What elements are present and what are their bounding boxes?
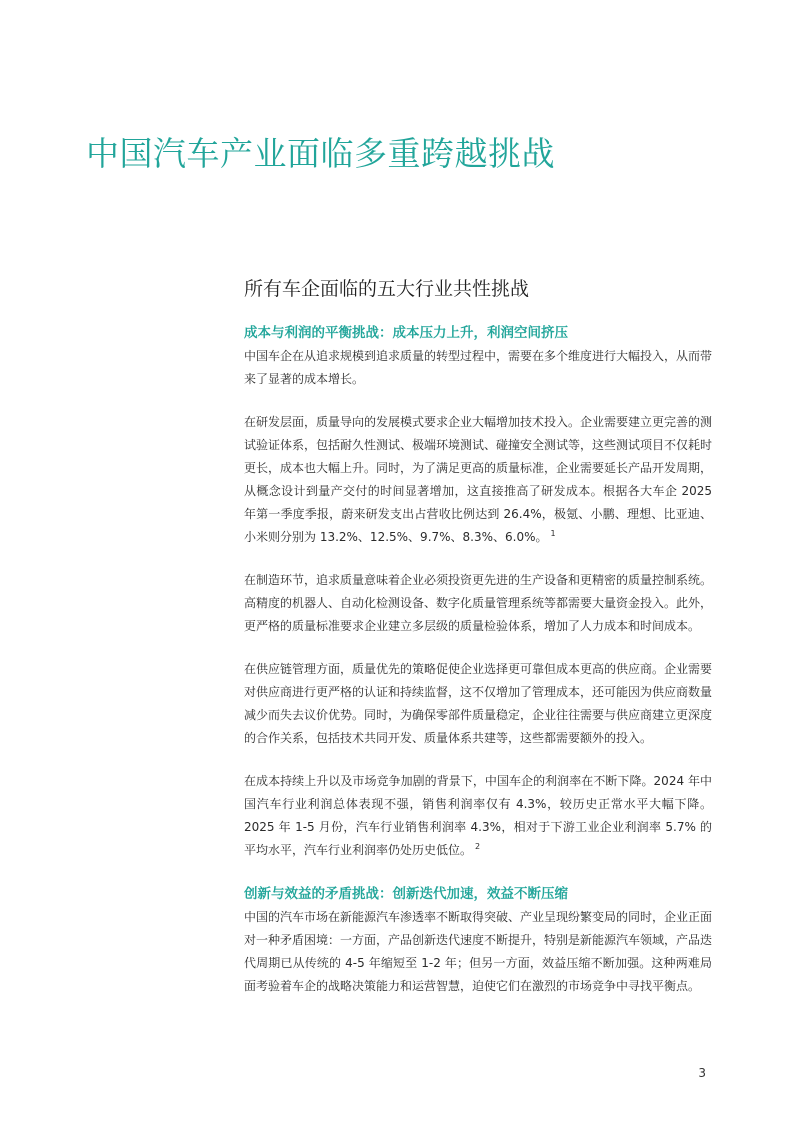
paragraph-intro-text: 中国车企在从追求规模到追求质量的转型过程中，需要在多个维度进行大幅投入，从而带来了显著的成本增长。 [244, 349, 713, 386]
paragraph-manufacturing [244, 569, 712, 638]
paragraph-innovation-text: 中国的汽车市场在新能源汽车渗透率不断取得突破、产业呈现纷繁变局的同时，企业正面对一种矛盾困境：一方面，产品创新迭代速度不断提升，特别是新能源汽车领域，产品迭代周期已从传统的 4-5 年缩短至 1-2 年；但另一方面，效益压缩不断加强。这种两难局面考验着车企的战略决策能力和运营智慧，迫使它们在激烈的市场竞争中寻找平衡点。 [244, 910, 713, 993]
paragraph-supply-chain [244, 658, 712, 750]
paragraph-profit-text: 在成本持续上升以及市场竞争加剧的背景下，中国车企的利润率在不断下降。2024 年中国汽车行业利润总体表现不强，销售利润率仅有 4.3%，较历史正常水平大幅下降。2025 年 1-5 月份，汽车行业销售利润率 4.3%，相对于下游工业企业利润率 5.7% 的平均水平，汽车行业利润率仍处历史低位。 [244, 774, 712, 857]
paragraph-intro [244, 345, 712, 391]
paragraph-manufacturing-text: 在制造环节，追求质量意味着企业必须投资更先进的生产设备和更精密的质量控制系统。高精度的机器人、自动化检测设备、数字化质量管理系统等都需要大量资金投入。此外，更严格的质量标准要求企业建立多层级的质量检验体系，增加了人力成本和时间成本。 [244, 573, 713, 633]
main-content [244, 274, 712, 1018]
footnote-ref-1: 1 [550, 529, 556, 538]
paragraph-innovation [244, 906, 712, 998]
page-title: 中国汽车产业面临多重跨越挑战 [86, 134, 555, 173]
footnote-ref-2: 2 [475, 842, 481, 851]
paragraph-rnd [244, 411, 712, 549]
page-number: 3 [698, 1066, 706, 1080]
paragraph-supply-chain-text: 在供应链管理方面，质量优先的策略促使企业选择更可靠但成本更高的供应商。企业需要对供应商进行更严格的认证和持续监督，这不仅增加了管理成本，还可能因为供应商数量减少而失去议价优势。同时，为确保零部件质量稳定，企业往往需要与供应商建立更深度的合作关系，包括技术共同开发、质量体系共建等，这些都需要额外的投入。 [244, 662, 713, 745]
section-title: 所有车企面临的五大行业共性挑战 [244, 278, 530, 300]
paragraph-rnd-text: 在研发层面，质量导向的发展模式要求企业大幅增加技术投入。企业需要建立更完善的测试验证体系，包括耐久性测试、极端环境测试、碰撞安全测试等，这些测试项目不仅耗时更长，成本也大幅上升。同时，为了满足更高的质量标准，企业需要延长产品开发周期，从概念设计到量产交付的时间显著增加，这直接推高了研发成本。根据各大车企 2025 年第一季度季报，蔚来研发支出占营收比例达到 26.4%，极氪、小鹏、理想、比亚迪、小米则分别为 13.2%、12.5%、9.7%、8.3%、6.0%。 [244, 415, 713, 544]
paragraph-profit [244, 770, 712, 862]
challenge-heading-innovation-benefit: 创新与效益的矛盾挑战：创新迭代加速，效益不断压缩 [244, 886, 568, 902]
challenge-heading-cost-profit: 成本与利润的平衡挑战：成本压力上升，利润空间挤压 [244, 325, 568, 341]
